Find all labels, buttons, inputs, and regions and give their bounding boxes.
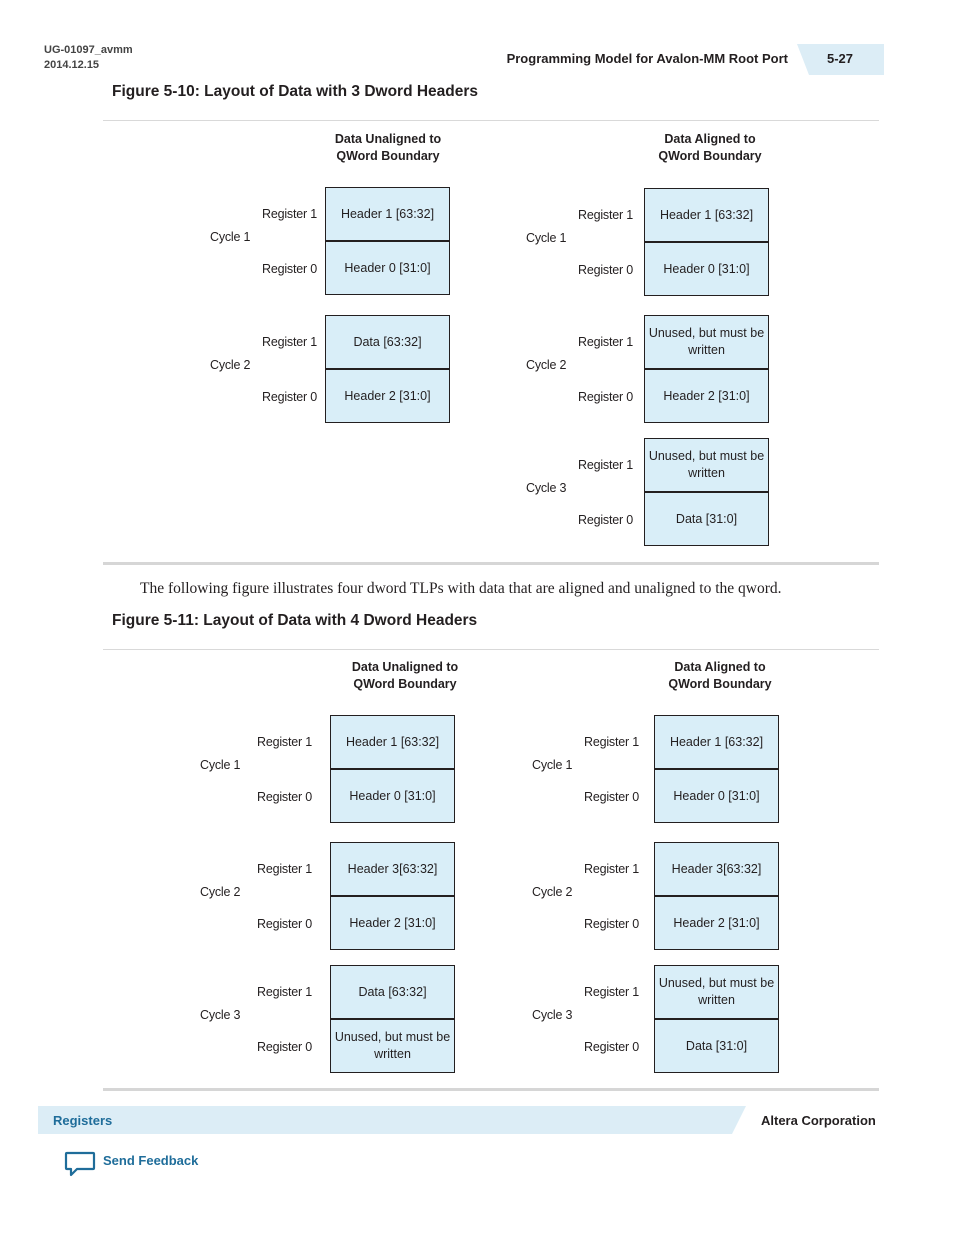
page-number: 5-27 [826,51,854,66]
section-title: Programming Model for Avalon-MM Root Port [506,51,788,66]
aligned-column-title [635,659,805,693]
register-0-label: Register 0 [257,790,312,804]
cell-text: Unused, but must be written [648,326,765,357]
body-paragraph: The following figure illustrates four dword TLPs with data that are aligned and unaligned to the qword. [140,580,782,597]
register-1-label: Register 1 [257,985,312,999]
cell-text: Header 2 [31:0] [663,388,750,403]
cycle-label: Cycle 1 [532,758,573,772]
doc-id: UG-01097_avmm [44,44,133,56]
register-0-label: Register 0 [578,263,633,277]
register-1-label: Register 1 [578,208,633,222]
cycle-label: Cycle 3 [532,1008,573,1022]
register-0-label: Register 0 [257,1040,312,1054]
register-0-cell [330,896,455,950]
chat-bubble-icon[interactable] [64,1150,96,1178]
unaligned-column-title [320,659,490,693]
cell-text: Header 2 [31:0] [349,915,436,930]
unaligned-title-line: QWord Boundary [336,149,440,163]
cycle-label: Cycle 2 [200,885,241,899]
cell-text: Data [63:32] [358,984,427,999]
cell-text: Header 0 [31:0] [344,260,431,275]
register-1-label: Register 1 [584,735,639,749]
register-1-cell [330,842,455,896]
register-1-cell [654,715,779,769]
cell-text: Header 3[63:32] [347,861,438,876]
register-1-label: Register 1 [257,862,312,876]
aligned-title-line: Data Aligned to [664,132,756,146]
aligned-title-line: QWord Boundary [668,677,772,691]
register-1-label: Register 1 [584,985,639,999]
figure-10-title: Figure 5-10: Layout of Data with 3 Dword Headers [112,83,479,100]
cell-text: Data [63:32] [353,334,422,349]
register-1-cell [654,965,779,1019]
send-feedback-link[interactable]: Send Feedback [103,1153,199,1168]
footer-bar [38,1106,746,1134]
aligned-title-line: QWord Boundary [658,149,762,163]
register-0-label: Register 0 [262,390,317,404]
register-1-label: Register 1 [262,335,317,349]
unaligned-title-line: Data Unaligned to [334,132,442,146]
figure-11-bottom-rule [103,1088,879,1091]
cell-text: Unused, but must be written [658,976,775,1007]
cycle-label: Cycle 1 [526,231,567,245]
figure-11-title: Figure 5-11: Layout of Data with 4 Dword Headers [112,612,478,629]
cell-text: Header 0 [31:0] [663,261,750,276]
register-0-cell [330,769,455,823]
register-0-cell [654,896,779,950]
unaligned-title-line: Data Unaligned to [351,660,459,674]
register-1-label: Register 1 [578,335,633,349]
register-0-label: Register 0 [584,790,639,804]
cell-text: Data [31:0] [685,1038,748,1053]
register-0-label: Register 0 [578,390,633,404]
cell-text: Unused, but must be written [648,449,765,480]
register-0-label: Register 0 [584,1040,639,1054]
register-0-cell [330,1019,455,1073]
register-0-label: Register 0 [584,917,639,931]
cell-text: Header 0 [31:0] [349,788,436,803]
cell-text: Header 2 [31:0] [344,388,431,403]
register-0-label: Register 0 [257,917,312,931]
cycle-label: Cycle 1 [200,758,241,772]
cell-text: Header 1 [63:32] [659,207,754,222]
cycle-label: Cycle 2 [532,885,573,899]
cycle-label: Cycle 2 [210,358,251,372]
cell-text: Header 1 [63:32] [340,206,435,221]
footer-section-link[interactable]: Registers [53,1113,113,1128]
register-1-label: Register 1 [257,735,312,749]
cell-text: Data [31:0] [675,511,738,526]
cycle-label: Cycle 3 [526,481,567,495]
register-1-label: Register 1 [262,207,317,221]
register-1-cell [330,715,455,769]
register-0-cell [654,769,779,823]
aligned-title-line: Data Aligned to [674,660,766,674]
footer-company: Altera Corporation [761,1113,876,1128]
register-0-cell [654,1019,779,1073]
register-1-cell [330,965,455,1019]
register-0-label: Register 0 [262,262,317,276]
cell-text: Header 0 [31:0] [673,788,760,803]
cell-text: Header 1 [63:32] [669,734,764,749]
cell-text: Header 1 [63:32] [345,734,440,749]
cell-text: Header 3[63:32] [671,861,762,876]
cell-text: Unused, but must be written [334,1030,451,1061]
register-1-label: Register 1 [578,458,633,472]
cycle-label: Cycle 3 [200,1008,241,1022]
unaligned-title-line: QWord Boundary [353,677,457,691]
cycle-label: Cycle 1 [210,230,251,244]
register-0-label: Register 0 [578,513,633,527]
cycle-label: Cycle 2 [526,358,567,372]
register-1-label: Register 1 [584,862,639,876]
register-1-cell [654,842,779,896]
cell-text: Header 2 [31:0] [673,915,760,930]
doc-date: 2014.12.15 [44,59,100,71]
